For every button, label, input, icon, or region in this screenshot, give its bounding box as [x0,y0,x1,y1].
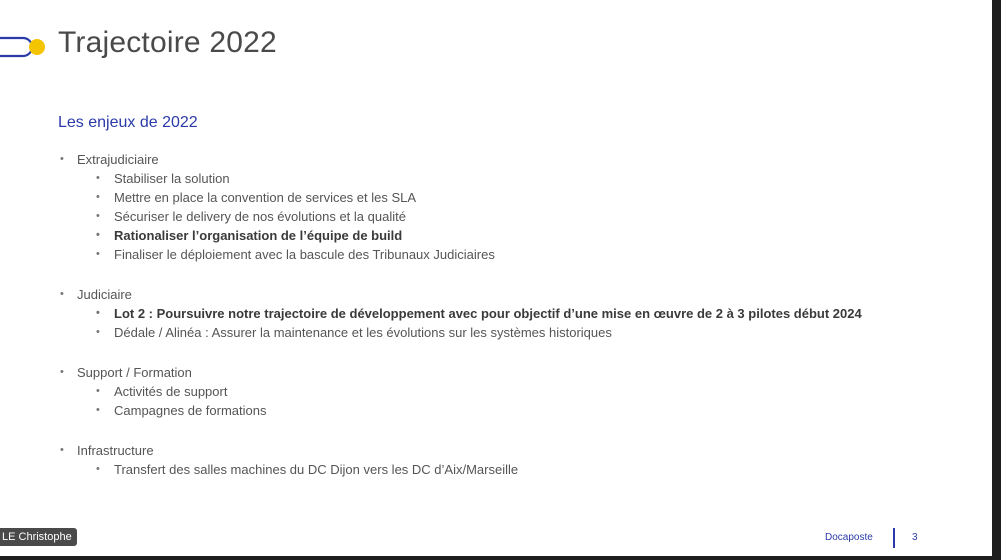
section-judiciaire [58,285,978,342]
section-support-formation [58,363,978,420]
page-number: 3 [912,532,918,543]
slide-subtitle: Les enjeux de 2022 [58,114,198,131]
section-label: • Extrajudiciaire [58,150,978,169]
footer-divider [893,528,895,548]
list-item: • Rationaliser l’organisation de l’équipe de build [58,226,978,245]
section-extrajudiciaire [58,150,978,264]
participant-name-tag: LE Christophe [0,528,77,546]
list-item: • Mettre en place la convention de services et les SLA [58,188,978,207]
window-bottom-edge [0,556,1001,560]
list-item: • Activités de support [58,382,978,401]
list-item: • Transfert des salles machines du DC Dijon vers les DC d’Aix/Marseille [58,460,978,479]
window-edge [992,0,1001,560]
slide-title: Trajectoire 2022 [58,26,277,59]
list-item: • Finaliser le déploiement avec la bascule des Tribunaux Judiciaires [58,245,978,264]
list-item: • Dédale / Alinéa : Assurer la maintenance et les évolutions sur les systèmes historiques [58,323,978,342]
bullet-list [58,150,978,500]
section-label: • Support / Formation [58,363,978,382]
docaposte-logo-icon [0,34,50,60]
footer-brand: Docaposte [825,532,873,543]
section-infrastructure [58,441,978,479]
section-label: • Infrastructure [58,441,978,460]
section-label: • Judiciaire [58,285,978,304]
list-item: • Lot 2 : Poursuivre notre trajectoire de développement avec pour objectif d’une mise en œuvre de 2 à 3 pilotes début 2024 [58,304,978,323]
list-item: • Stabiliser la solution [58,169,978,188]
list-item: • Campagnes de formations [58,401,978,420]
list-item: • Sécuriser le delivery de nos évolutions et la qualité [58,207,978,226]
